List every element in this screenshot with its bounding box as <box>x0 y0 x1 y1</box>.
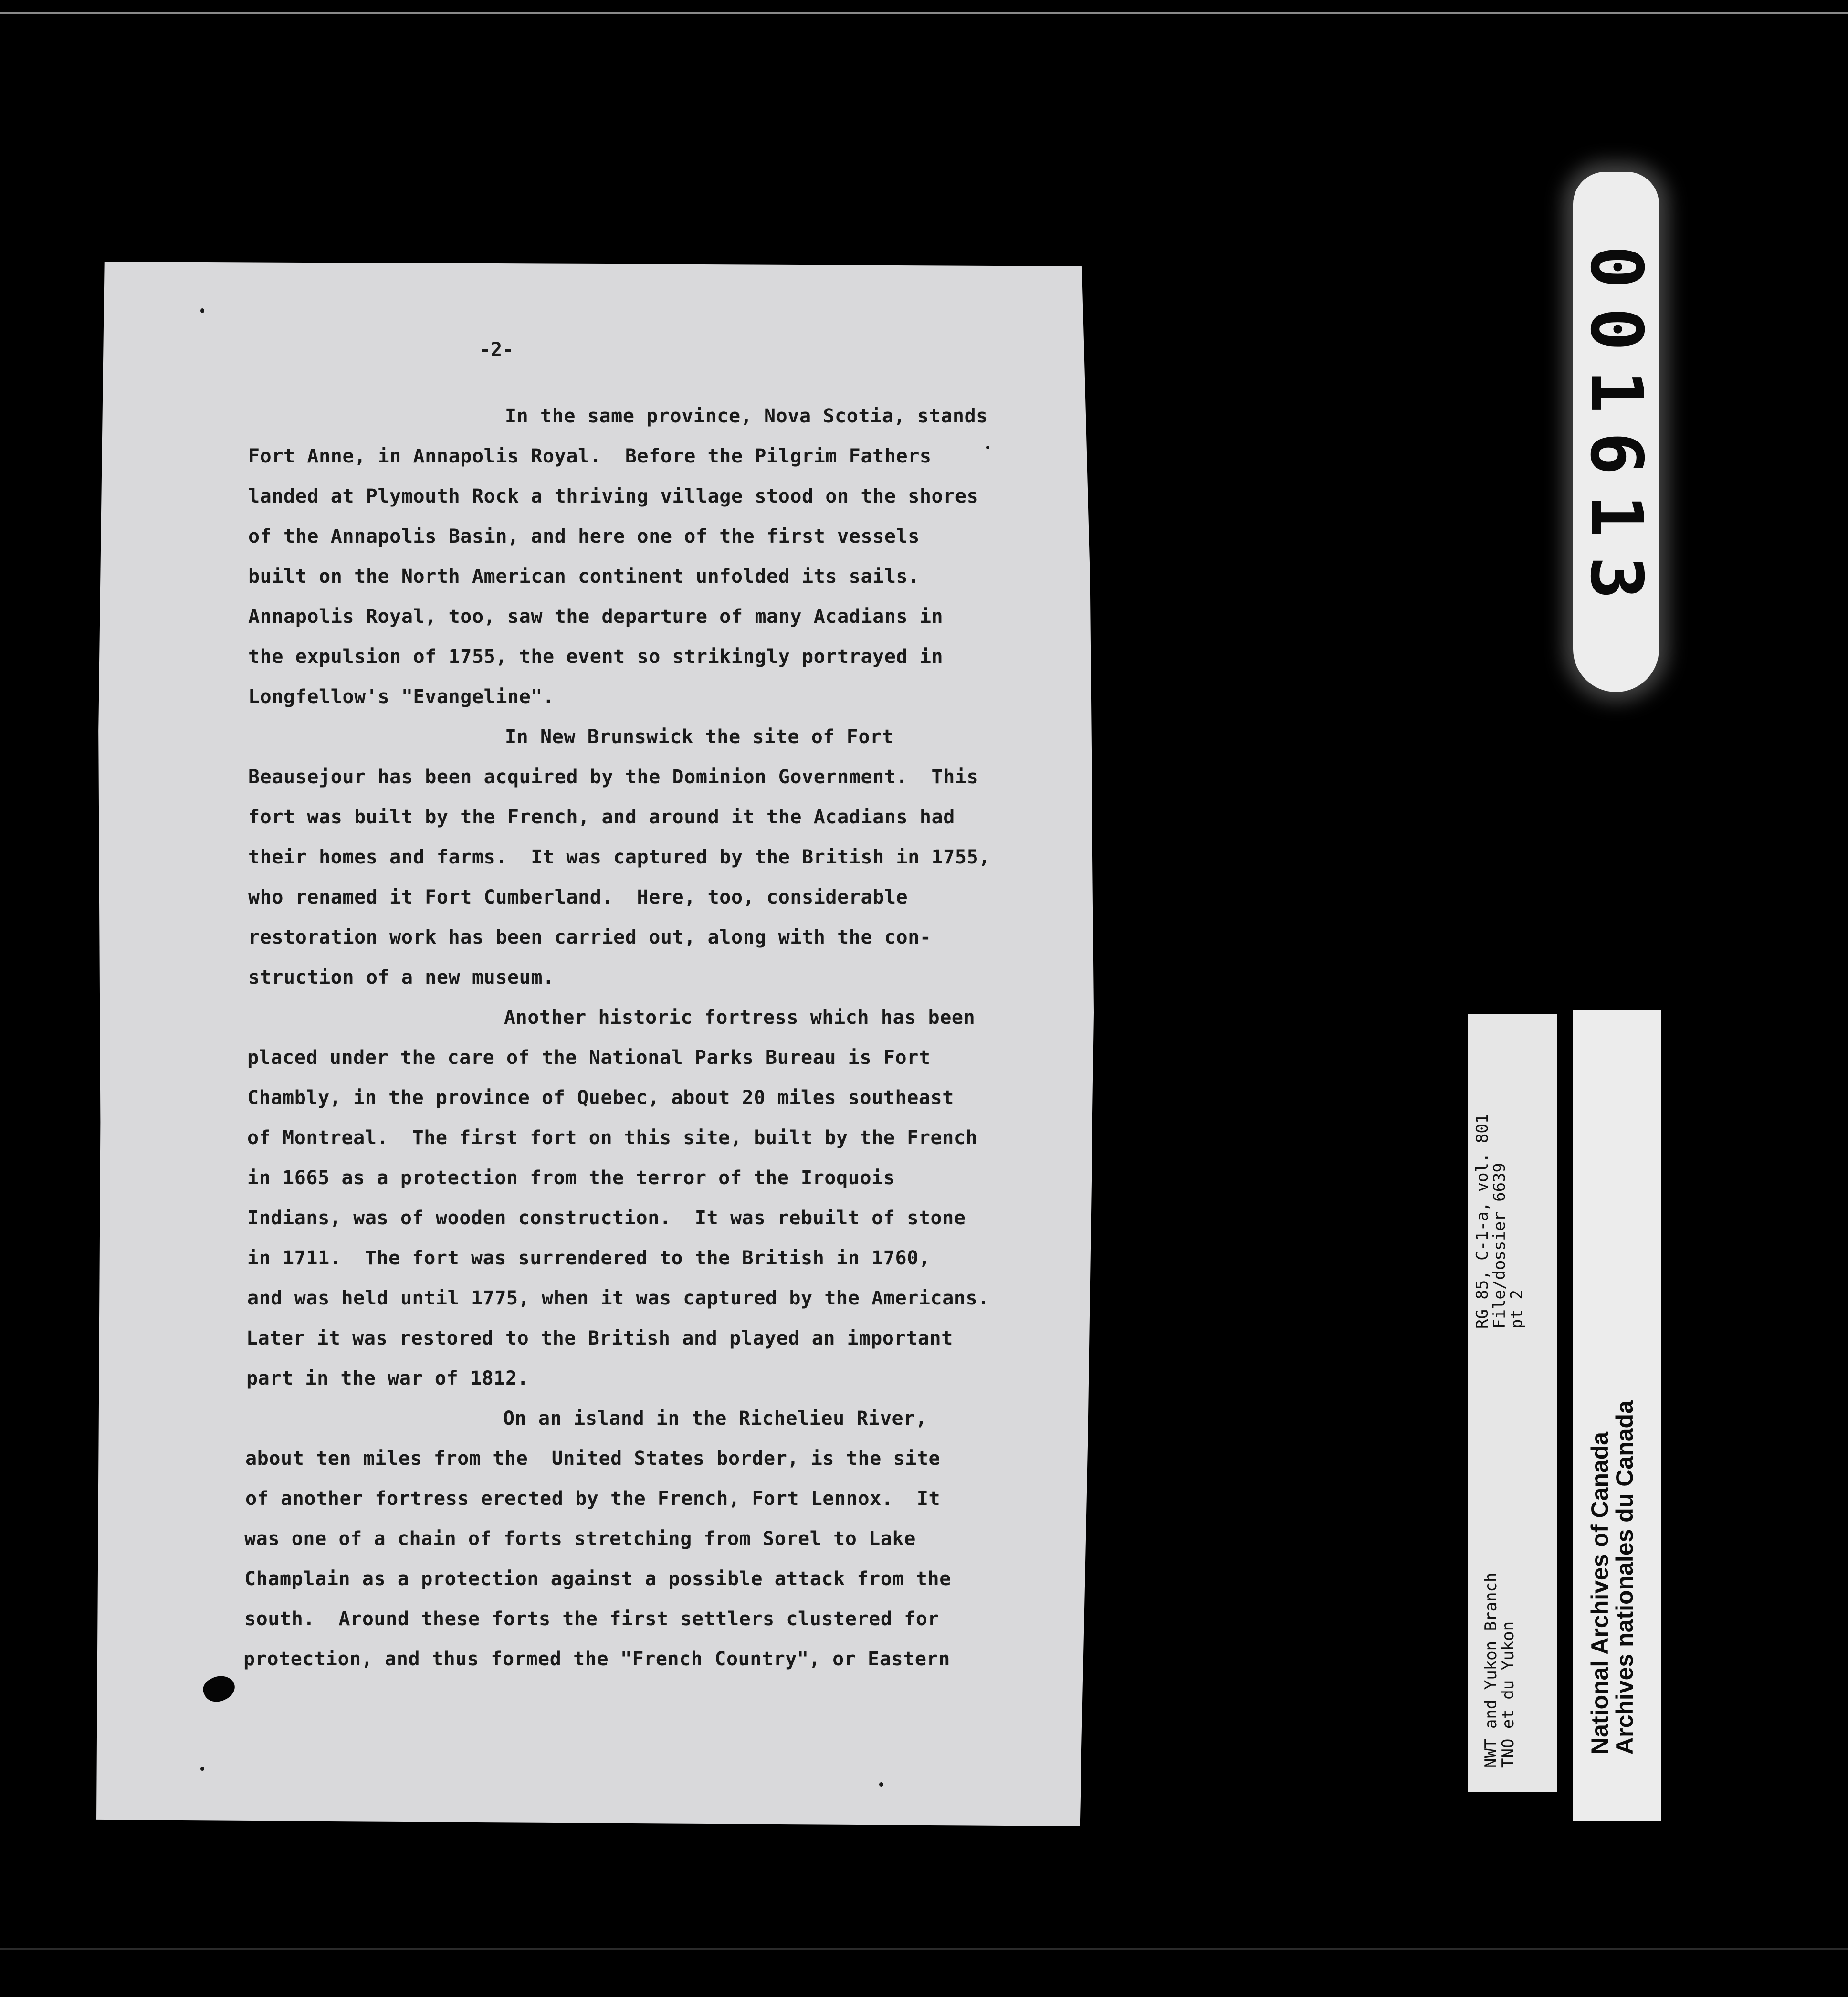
text-line: Fort Anne, in Annapolis Royal. Before the Pilgrim Fathers <box>248 445 932 467</box>
text-line: who renamed it Fort Cumberland. Here, too, considerable <box>248 886 908 908</box>
ink-speck <box>200 1767 204 1771</box>
archives-name <box>1587 1400 1637 1755</box>
bottom-film-rule <box>0 1948 1848 1950</box>
text-line: Beausejour has been acquired by the Dominion Government. This <box>248 766 979 788</box>
text-line: Longfellow's "Evangeline". <box>248 686 555 708</box>
text-line: placed under the care of the National Parks Bureau is Fort <box>247 1047 931 1069</box>
top-film-rule <box>0 12 1848 14</box>
text-line: south. Around these forts the first settlers clustered for <box>244 1608 940 1630</box>
frame-number: 001613 <box>1575 245 1658 619</box>
file-line: File/dossier 6639 <box>1490 1163 1509 1329</box>
text-line: of the Annapolis Basin, and here one of the first vessels <box>248 526 920 547</box>
text-line: restoration work has been carried out, along with the con- <box>248 926 932 948</box>
text-line: about ten miles from the United States border, is the site <box>245 1448 941 1470</box>
text-line: In New Brunswick the site of Fort <box>505 726 894 748</box>
text-line: In the same province, Nova Scotia, stands <box>505 405 988 427</box>
archives-name-english: National Archives of Canada <box>1586 1431 1613 1755</box>
record-reference-block <box>1474 1114 1525 1329</box>
text-line: their homes and farms. It was captured by the British in 1755, <box>248 846 990 868</box>
part-line: pt 2 <box>1507 1290 1526 1329</box>
text-line: landed at Plymouth Rock a thriving village stood on the shores <box>248 485 979 507</box>
record-group-line: RG 85, C-1-a, vol. 801 <box>1473 1114 1492 1329</box>
text-line: the expulsion of 1755, the event so strikingly portrayed in <box>248 646 944 668</box>
branch-block <box>1482 1573 1517 1768</box>
text-line: of another fortress erected by the French, Fort Lennox. It <box>245 1488 941 1510</box>
text-line: Annapolis Royal, too, saw the departure of many Acadians in <box>248 606 944 628</box>
text-line: in 1665 as a protection from the terror of the Iroquois <box>247 1167 895 1189</box>
text-line: struction of a new museum. <box>248 967 555 988</box>
page-number: -2- <box>479 339 514 361</box>
archives-label <box>1573 1010 1661 1821</box>
text-line: fort was built by the French, and around it the Acadians had <box>248 806 955 828</box>
text-line: Chambly, in the province of Quebec, about 20 miles southeast <box>247 1087 954 1109</box>
branch-line: NWT and Yukon Branch <box>1481 1572 1501 1768</box>
text-line: part in the war of 1812. <box>246 1367 529 1389</box>
text-line: built on the North American continent unfolded its sails. <box>248 566 920 588</box>
text-line: was one of a chain of forts stretching from Sorel to Lake <box>244 1528 916 1550</box>
text-line: Indians, was of wooden construction. It was rebuilt of stone <box>247 1207 966 1229</box>
frame-number-strip <box>1573 172 1659 692</box>
text-line: Later it was restored to the British and played an important <box>246 1327 953 1349</box>
branch-line: TNO et du Yukon <box>1499 1621 1518 1768</box>
text-line: On an island in the Richelieu River, <box>503 1408 927 1429</box>
text-line: of Montreal. The first fort on this site, built by the French <box>247 1127 978 1149</box>
text-line: and was held until 1775, when it was captured by the Americans. <box>247 1287 989 1309</box>
text-line: Champlain as a protection against a possible attack from the <box>244 1568 951 1590</box>
text-line: protection, and thus formed the "French Country", or Eastern <box>243 1648 950 1670</box>
text-line: Another historic fortress which has been <box>504 1007 976 1029</box>
archives-name-french: Archives nationales du Canada <box>1611 1400 1638 1755</box>
ink-speck <box>986 446 989 449</box>
reference-label <box>1468 1014 1557 1792</box>
ink-speck <box>879 1782 883 1787</box>
ink-speck <box>200 308 204 313</box>
text-line: in 1711. The fort was surrendered to the British in 1760, <box>247 1247 931 1269</box>
